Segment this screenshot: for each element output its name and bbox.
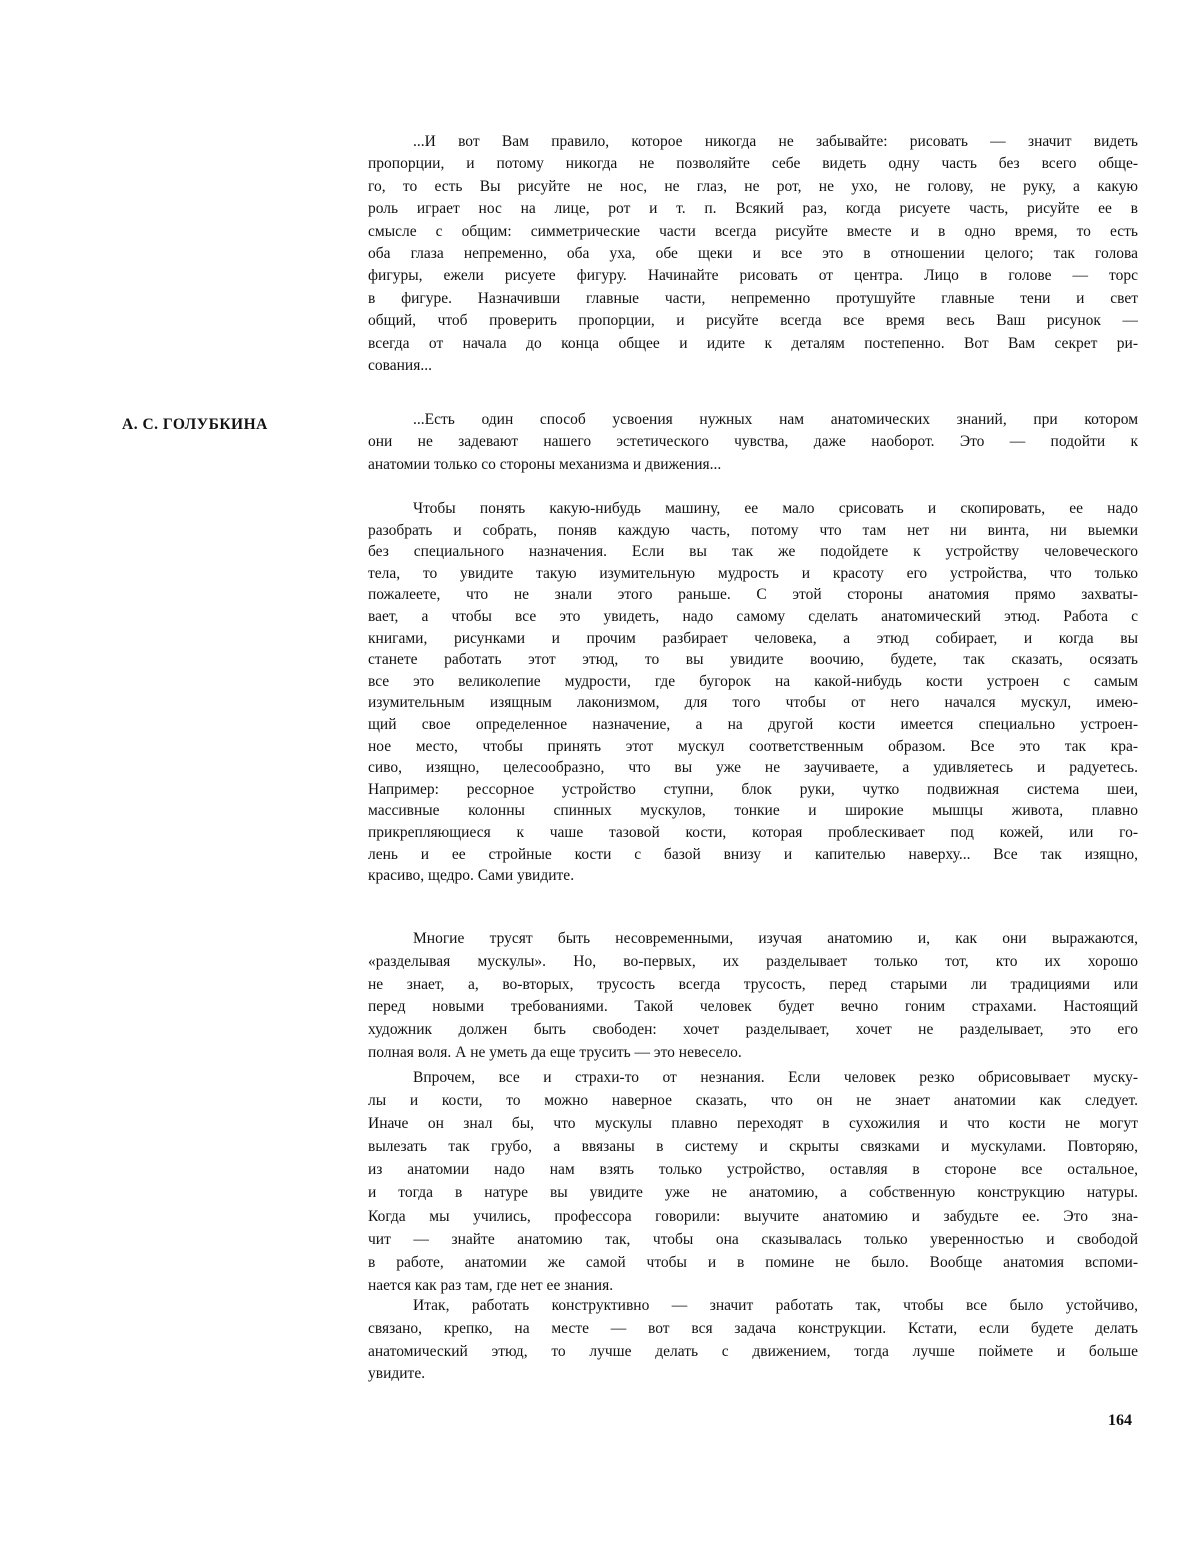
text-line: вает, а чтобы все это увидеть, надо самому сделать анатомический этюд. Работа с bbox=[368, 606, 1138, 628]
text-line: ...Есть один способ усвоения нужных нам анатомических знаний, при котором bbox=[368, 409, 1138, 431]
text-line: прикрепляющиеся к чаше тазовой кости, которая проблескивает под кожей, или го- bbox=[368, 822, 1138, 844]
text-line: перед новыми требованиями. Такой человек будет вечно гоним страхами. Настоящий bbox=[368, 996, 1138, 1019]
text-line: лы и кости, то можно наверное сказать, что он не знает анатомии как следует. bbox=[368, 1089, 1138, 1112]
text-line: без специального назначения. Если вы так же подойдете к устройству человеческого bbox=[368, 541, 1138, 563]
text-line: станете работать этот этюд, то вы увидите воочию, будете, так сказать, осязать bbox=[368, 649, 1138, 671]
paragraph-3 bbox=[368, 498, 1138, 887]
text-line: ное место, чтобы принять этот мускул соответственным образом. Все это так кра- bbox=[368, 736, 1138, 758]
text-line: Чтобы понять какую-нибудь машину, ее мало срисовать и скопировать, ее надо bbox=[368, 498, 1138, 520]
paragraph-4 bbox=[368, 928, 1138, 1065]
text-line: Например: рессорное устройство ступни, блок руки, чутко подвижная система шеи, bbox=[368, 779, 1138, 801]
text-line: разобрать и собрать, поняв каждую часть, потому что там нет ни винта, ни выемки bbox=[368, 520, 1138, 542]
text-line: «разделывая мускулы». Но, во-первых, их разделывает только тот, кто их хорошо bbox=[368, 951, 1138, 974]
text-line: тела, то увидите такую изумительную мудрость и красоту его устройства, что только bbox=[368, 563, 1138, 585]
text-line: в фигуре. Назначивши главные части, непременно протушуйте главные тени и свет bbox=[368, 288, 1138, 310]
text-line: красиво, щедро. Сами увидите. bbox=[368, 865, 1138, 887]
text-line: сиво, изящно, целесообразно, что вы уже не заучиваете, а удивляетесь и радуетесь. bbox=[368, 757, 1138, 779]
text-line: вылезать так грубо, а ввязаны в систему и скрыты связками и мускулами. Повторяю, bbox=[368, 1135, 1138, 1158]
text-line: оба глаза непременно, оба уха, обе щеки и все это в отношении целого; так голова bbox=[368, 243, 1138, 265]
text-line: нается как раз там, где нет ее знания. bbox=[368, 1274, 1138, 1297]
paragraph-1 bbox=[368, 131, 1138, 377]
text-line: чит — знайте анатомию так, чтобы она сказывалась только уверенностью и свободой bbox=[368, 1228, 1138, 1251]
text-line: всегда от начала до конца общее и идите к деталям постепенно. Вот Вам секрет ри- bbox=[368, 333, 1138, 355]
text-line: Иначе он знал бы, что мускулы плавно переходят в сухожилия и что кости не могут bbox=[368, 1112, 1138, 1135]
text-line: анатомии только со стороны механизма и движения... bbox=[368, 454, 1138, 476]
text-line: щий свое определенное назначение, а на другой кости имеется специально устроен- bbox=[368, 714, 1138, 736]
text-line: не знает, а, во-вторых, трусость всегда трусость, перед старыми ли традициями или bbox=[368, 974, 1138, 997]
text-line: Итак, работать конструктивно — значит работать так, чтобы все было устойчиво, bbox=[368, 1295, 1138, 1318]
text-line: фигуры, ежели рисуете фигуру. Начинайте рисовать от центра. Лицо в голове — торс bbox=[368, 265, 1138, 287]
text-line: художник должен быть свободен: хочет разделывает, хочет не разделывает, это его bbox=[368, 1019, 1138, 1042]
text-line: ...И вот Вам правило, которое никогда не забывайте: рисовать — значит видеть bbox=[368, 131, 1138, 153]
text-line: в работе, анатомии же самой чтобы и в помине не было. Вообще анатомия вспоми- bbox=[368, 1251, 1138, 1274]
text-line: общий, чтоб проверить пропорции, и рисуйте всегда все время весь Ваш рисунок — bbox=[368, 310, 1138, 332]
page-number: 164 bbox=[1108, 1412, 1132, 1430]
text-line: массивные колонны спинных мускулов, тонкие и широкие мышцы живота, плавно bbox=[368, 800, 1138, 822]
paragraph-2 bbox=[368, 409, 1138, 476]
text-line: пропорции, и потому никогда не позволяйте себе видеть одну часть без всего обще- bbox=[368, 153, 1138, 175]
paragraph-5 bbox=[368, 1066, 1138, 1297]
text-line: связано, крепко, на месте — вот вся задача конструкции. Кстати, если будете делать bbox=[368, 1318, 1138, 1341]
text-line: сования... bbox=[368, 355, 1138, 377]
text-line: из анатомии надо нам взять только устройство, оставляя в стороне все остальное, bbox=[368, 1158, 1138, 1181]
text-line: Когда мы учились, профессора говорили: выучите анатомию и забудьте ее. Это зна- bbox=[368, 1205, 1138, 1228]
text-line: го, то есть Вы рисуйте не нос, не глаз, не рот, не ухо, не голову, не руку, а какую bbox=[368, 176, 1138, 198]
text-line: изумительным изящным лаконизмом, для того чтобы от него начался мускул, имею- bbox=[368, 692, 1138, 714]
text-line: и тогда в натуре вы увидите уже не анатомию, а собственную конструкцию натуры. bbox=[368, 1181, 1138, 1204]
text-line: увидите. bbox=[368, 1363, 1138, 1386]
text-line: пожалеете, что не знали этого раньше. С этой стороны анатомия прямо захваты- bbox=[368, 584, 1138, 606]
paragraph-6 bbox=[368, 1295, 1138, 1386]
text-line: смысле с общим: симметрические части всегда рисуйте вместе и в одно время, то есть bbox=[368, 221, 1138, 243]
author-name: А. С. ГОЛУБКИНА bbox=[122, 416, 268, 434]
text-line: Впрочем, все и страхи-то от незнания. Если человек резко обрисовывает муску- bbox=[368, 1066, 1138, 1089]
text-line: книгами, рисунками и прочим разбирает человека, а этюд собирает, и когда вы bbox=[368, 628, 1138, 650]
text-line: роль играет нос на лице, рот и т. п. Всякий раз, когда рисуете часть, рисуйте ее в bbox=[368, 198, 1138, 220]
text-line: анатомический этюд, то лучше делать с движением, тогда лучше поймете и больше bbox=[368, 1341, 1138, 1364]
text-line: все это великолепие мудрости, где бугорок на какой-нибудь кости устроен с самым bbox=[368, 671, 1138, 693]
text-line: лень и ее стройные кости с базой внизу и капителью наверху... Все так изящно, bbox=[368, 844, 1138, 866]
text-line: они не задевают нашего эстетического чувства, даже наоборот. Это — подойти к bbox=[368, 431, 1138, 453]
text-line: Многие трусят быть несовременными, изучая анатомию и, как они выражаются, bbox=[368, 928, 1138, 951]
text-line: полная воля. А не уметь да еще трусить — это невесело. bbox=[368, 1042, 1138, 1065]
